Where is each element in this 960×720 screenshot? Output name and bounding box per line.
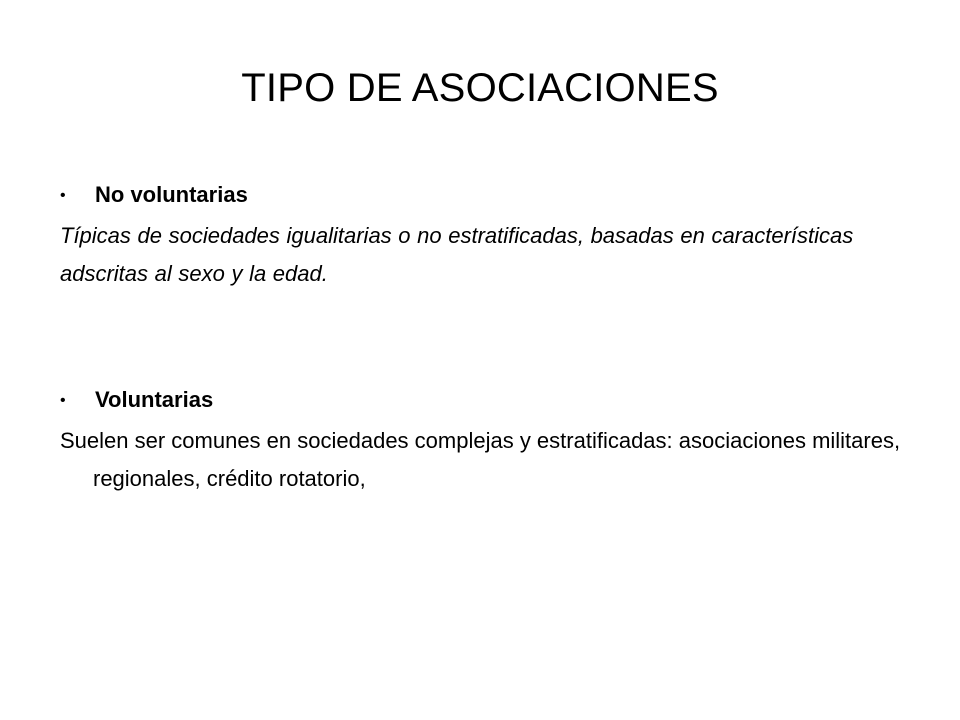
bullet-item	[60, 176, 920, 217]
section-voluntarias	[60, 381, 920, 498]
section-heading: Voluntarias	[95, 387, 214, 412]
section-body: Suelen ser comunes en sociedades complejas y estratificadas: asociaciones militares, regionales, crédito rotatorio,	[60, 428, 901, 491]
bullet-icon: •	[60, 187, 66, 204]
bullet-item	[60, 381, 920, 422]
bullet-icon: •	[60, 392, 66, 409]
slide-content	[60, 176, 920, 498]
slide-title: TIPO DE ASOCIACIONES	[241, 66, 719, 110]
section-body: Típicas de sociedades igualitarias o no estratificadas, basadas en características adscritas al sexo y la edad.	[60, 223, 854, 286]
section-no-voluntarias	[60, 176, 920, 293]
section-heading: No voluntarias	[95, 182, 248, 207]
